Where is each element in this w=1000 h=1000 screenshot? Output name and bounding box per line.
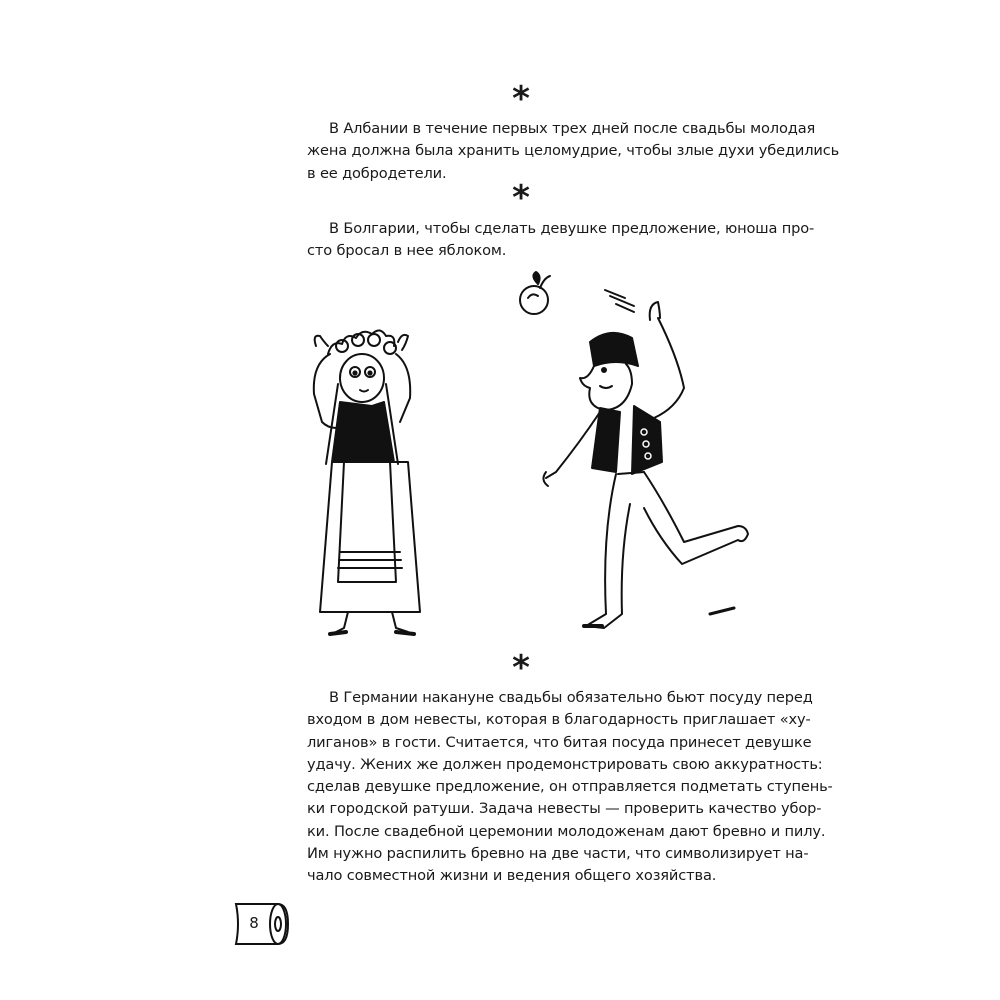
text-line: В Албании в течение первых трех дней после свадьбы молодая (329, 120, 816, 137)
separator-asterisk-2: * (512, 178, 530, 218)
man-figure (543, 302, 748, 628)
separator-asterisk-1: * (512, 79, 530, 119)
text-line: сто бросал в нее яблоком. (307, 242, 507, 260)
text-line: ки. После свадебной церемонии молодоженам дают бревно и пилу. (307, 822, 826, 840)
separator-asterisk-3: * (512, 648, 530, 688)
text-line: сделав девушке предложение, он отправляется подметать ступень- (307, 778, 833, 796)
apple-icon (520, 272, 550, 314)
text-line: лиганов» в гости. Считается, что битая посуда принесет девушке (307, 733, 812, 751)
text-line: удачу. Жених же должен продемонстрировать свою аккуратность: (307, 755, 823, 773)
text-line: чало совместной жизни и ведения общего хозяйства. (307, 867, 717, 885)
page-number: 8 (249, 914, 259, 932)
text-line: в ее добродетели. (307, 164, 447, 182)
woman-figure (314, 330, 420, 634)
paragraph-albania (307, 118, 840, 185)
text-line: жена должна была хранить целомудрие, чтобы злые духи убедились (307, 142, 840, 160)
paragraph-bulgaria (307, 218, 815, 263)
text-line: В Болгарии, чтобы сделать девушке предложение, юноша про- (329, 220, 815, 237)
text-line: входом в дом невесты, которая в благодарность приглашает «ху- (307, 711, 811, 729)
text-line: Им нужно распилить бревно на две части, что символизирует на- (307, 845, 809, 863)
paragraph-germany (307, 687, 833, 888)
text-line: В Германии накануне свадьбы обязательно бьют посуду перед (329, 689, 813, 706)
text-line: ки городской ратуши. Задача невесты — проверить качество убор- (307, 800, 822, 818)
illustration-bulgarian-couple (300, 262, 760, 642)
